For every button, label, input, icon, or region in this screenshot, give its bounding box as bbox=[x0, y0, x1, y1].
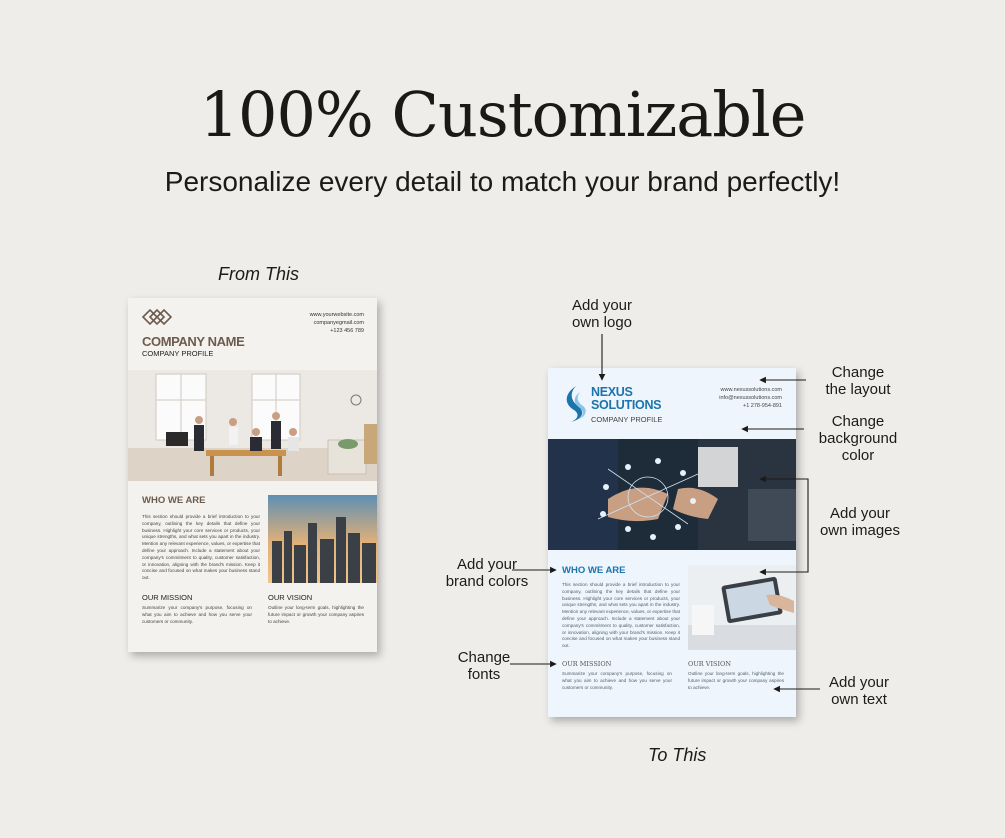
annotation-images-line2: own images bbox=[819, 522, 901, 539]
who-we-are-body: This section should provide a brief introduction to your company, outlining the key details that define your business. Highlight your core services or products, your unique strengths, and what sets you apart in the industry. Mention any relevant experience, values, or expertise that define your approach. Include a statement about your company's commitment to quality, customer satisfaction, or innovation, aligning with your brand's mission. Keep it concise and focused on what makes your business stand out. bbox=[562, 582, 680, 649]
annotation-fonts-line1: Change bbox=[457, 649, 511, 666]
bracket-images bbox=[792, 479, 808, 572]
company-profile-label: COMPANY PROFILE bbox=[142, 349, 214, 358]
annotation-background-line2: background bbox=[818, 430, 898, 447]
annotation-background-line1: Change bbox=[831, 413, 885, 430]
annotation-brand-colors-line2: brand colors bbox=[445, 573, 529, 590]
company-profile-label: COMPANY PROFILE bbox=[591, 415, 663, 424]
mission-body: Summarize your company's purpose, focusing on what you aim to achieve and how you serve your customers or community. bbox=[142, 605, 252, 624]
mission-heading: OUR MISSION bbox=[562, 660, 612, 668]
brand-name-line1: NEXUS bbox=[591, 385, 633, 399]
page-subtitle: Personalize every detail to match your brand perfectly! bbox=[164, 166, 841, 197]
mission-heading: OUR MISSION bbox=[142, 593, 193, 602]
vision-heading: OUR VISION bbox=[688, 660, 732, 668]
who-we-are-heading: WHO WE ARE bbox=[142, 495, 206, 506]
annotation-fonts-line2: fonts bbox=[467, 666, 501, 683]
vision-heading: OUR VISION bbox=[268, 593, 313, 602]
email-text: companyegmail.com bbox=[313, 320, 364, 326]
page-title: 100% Customizable bbox=[199, 78, 806, 151]
annotation-text-line1: Add your bbox=[828, 674, 890, 691]
brand-name-line2: SOLUTIONS bbox=[591, 398, 662, 412]
phone-text: +123 456 789 bbox=[330, 328, 364, 334]
annotation-layout-line2: the layout bbox=[825, 381, 891, 398]
from-caption: From This bbox=[218, 264, 299, 284]
who-we-are-body: This section should provide a brief introduction to your company, outlining the key details that define your business. Highlight your core services or products, your unique strengths, and what sets you apart in the industry. Mention any relevant experience, values, or expertise that define your approach. Include a statement about your company's commitment to quality, customer satisfaction, or innovation, aligning with the brand's mission. Keep it concise and focused on what makes your business stand out. bbox=[142, 514, 260, 581]
annotation-logo-line1: Add your bbox=[571, 297, 633, 314]
company-name: COMPANY NAME bbox=[142, 334, 245, 349]
email-text: info@nexussolutions.com bbox=[719, 395, 782, 401]
annotation-layout-line1: Change bbox=[831, 364, 885, 381]
annotation-images-line1: Add your bbox=[829, 505, 891, 522]
to-caption: To This bbox=[648, 745, 707, 765]
annotation-brand-colors-line1: Add your bbox=[456, 556, 518, 573]
vision-body: Outline your long-term goals, highlighting the future impact or growth your company aspires to achieve. bbox=[268, 605, 364, 624]
phone-text: +1 278-954-891 bbox=[743, 403, 782, 409]
mission-body: Summarize your company's purpose, focusing on what you aim to achieve and how you serve your customers or community. bbox=[562, 671, 672, 690]
who-we-are-heading: WHO WE ARE bbox=[562, 565, 626, 576]
website-text: www.nexussolutions.com bbox=[720, 387, 782, 393]
vision-body: Outline your long-term goals, highlighting the future impact or growth your company aspires to achieve. bbox=[688, 671, 784, 690]
annotation-text-line2: own text bbox=[831, 691, 887, 708]
website-text: www.yourwebsite.com bbox=[309, 312, 364, 318]
annotation-logo-line2: own logo bbox=[571, 314, 633, 331]
annotation-background-line3: color bbox=[841, 447, 875, 464]
